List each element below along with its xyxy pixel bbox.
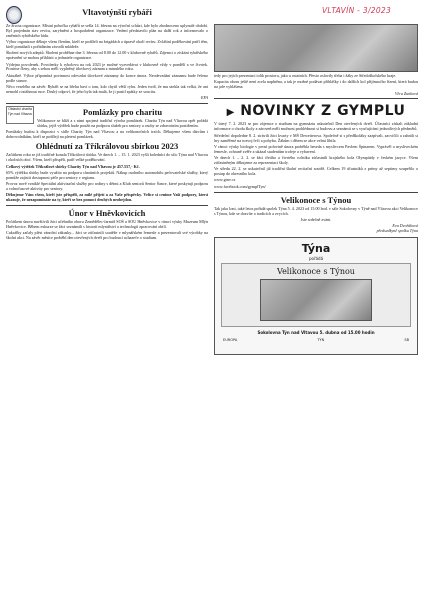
handwritten-issue-note: VLTAVÍN - 3/2023: [322, 6, 392, 15]
unor-paragraph: Cukrářky začaly plést vánoční zákusky... žáci se zúčastnili soutěže v mlynářském řemesle a prezentovali své výrobky na školní akci. Na závěr měsíce proběhl den otevřených dveří pro budoucí uchazeče o studium.: [6, 230, 208, 241]
novinky-paragraph: V rámci výuky biologie v první polovině února proběhla beseda s myslivcem Pavlem Špinarem. Vyprávěl o mysliveckém řemesle, ochraně zvěře a ukázal studentům trofeje a vybavení.: [214, 143, 418, 154]
rybari-paragraph: Aktuálně. Výbor připomíná povinnost odevzdat úlovkové záznamy do konce února. Neodevzdání záznamu bude řešeno podle stanov.: [6, 72, 208, 83]
novinky-web-link[interactable]: www.gtnv.cz: [214, 177, 236, 183]
tv-paragraph: tedy pro jejich prezentaci tolik prostoru, jako u ostatních. Přesto oslovily třeba i žáky ze Středoškolského kraje.: [214, 73, 397, 78]
ohlednuti-paragraph: Provoz nově vzniklé Speciální aktivizační služby pro rodiny s dětmi a Klub seniorů Senior Šance, které poskytují podporu a volnočasové aktivity pro seniory.: [6, 181, 208, 192]
section-divider: [214, 192, 418, 193]
novinky-paragraph: Ve dnech 1. – 2. 2. se žáci třetího a čtvrtého ročníku zúčastnili krajského kola Olympiády v českém jazyce. Všem zúčastněným děkujeme za reprezentaci školy.: [214, 155, 418, 165]
section-divider: [6, 205, 208, 206]
unor-title: Únor v Hněvkovicích: [68, 208, 146, 219]
poster-banner-text: Velikonoce s Týnou: [277, 266, 355, 276]
ohlednuti-title: Ohlédnutí za Tříkrálovou sbírkou 2023: [35, 141, 179, 152]
poster-logo: SB: [404, 337, 409, 342]
pomlazky-paragraph: Velikonoce se blíží a s nimi spojená tradiční výroba pomlázek. Charita Týn nad Vltavou opět pořádá sbírku, jejíž výtěžek bude použit na podporu služeb pro seniory a osoby se zdravotním postižením.: [37, 118, 208, 128]
velikonoce-title: Velikonoce s Týnou: [280, 194, 352, 205]
poster-logo: TÝN: [317, 337, 325, 342]
megaphone-icon: ▶: [226, 107, 235, 119]
section-divider: [6, 103, 208, 104]
velikonoce-invite: Jste srdečně zváni.: [300, 216, 332, 222]
ohlednuti-thanks: Děkujeme Vám všem, kteří jste přispěli, za milé přijetí a za Vaše příspěvky. Velice si ceníme Vaší podpory, která ukazuje, že nezapomínáte na ty, kteří se bez pomoci druhých neobejdou.: [6, 192, 208, 203]
novinky-facebook-link[interactable]: www.facebook.com/gymplTyn/: [214, 183, 266, 189]
tv-paragraph: Kapacita oboru ještě není zcela naplněna, a tak je možné podávat přihlášky i do dalších kol přijímacího řízení, která budou na jaře vyhlášena.: [214, 79, 418, 90]
velikonoce-poster: [214, 237, 418, 355]
rybari-paragraph: Školení nových adeptů. Školení proběhne dne 3. března od 8.00 do 12.00 v klubovně rybářů. Zájemci o získání rybářského oprávnění se mohou přihlásit u jednatele organizace.: [6, 50, 208, 61]
ohlednuti-total: Celkový výtěžek Tříkrálové sbírky Charity Týn nad Vltavou je 457.557,- Kč.: [6, 163, 140, 169]
header-spacer: [214, 6, 418, 24]
novinky-paragraph: V úterý 7. 2. 2023 se pro zájemce o studium na gymnáziu uskutečnil Den otevřených dveří. Účastníci získali základní informace o chodu školy a zároveň měli možnost prohlédnout si budovu a seznámit se s vyučujícími jednotlivých předmětů.: [214, 121, 418, 132]
pomlazky-paragraph: Pomlázky budou k dispozici v sídle Charity Týn nad Vltavou a na velikonočních trzích. Děkujeme všem dárcům i dobrovolníkům, kteří se podílejí na pletení pomlázek.: [6, 129, 208, 140]
ohlednuti-paragraph: Začátkem roku se již tradičně konala Tříkrálová sbírka. Ve dnech 1. – 15. 1. 2023 vyšli koledníci do ulic Týna nad Vltavou i okolních obcí. Všem, kteří přispěli, patří velké poděkování.: [6, 152, 208, 163]
ohlednuti-paragraph: 65% výtěžku sbírky bude využito na podporu charitních projektů. Nákup osobního automobilu pečovatelské služby, který pomůže zajistit dostupnost péče pro seniory v regionu.: [6, 169, 208, 180]
poster-logos: [223, 338, 409, 342]
velikonoce-signature-role: předsedkyně spolku Týna: [376, 228, 418, 234]
tv-signature: Věra Zunková: [394, 90, 418, 96]
poster-footer: Sokolovna Týn nad Vltavou 5. dubna od 15.00 hodin: [257, 329, 375, 335]
right-column: [214, 6, 418, 355]
rybari-title: Vltavotýnští rybáři: [82, 7, 152, 17]
students-photo: [214, 24, 418, 72]
poster-logo: EUROPA: [223, 337, 238, 342]
left-column: [6, 6, 208, 243]
pomlazky-header: [6, 106, 208, 130]
rybari-paragraph: Něco veselého na závěr. Rybáři se na břehu baví o tom, kdo chytil větší rybu. Jeden tvrdí, že mu utekla tak velká, že ani nemohl roztáhnout ruce. Druhý odpoví, že jeho byla tak malá, že ji pustil zpátky ze soucitu.: [6, 83, 208, 94]
rybari-header: [6, 6, 208, 24]
rybari-signature: EFA: [201, 95, 208, 101]
unor-paragraph: Počátkem února navštívili žáci učebního oboru Zemědělec-farmář SOŠ a SOU Hněvkovice v rámci výuky Muzeum Mlýn Hněvkovice. Během exkurze se žáci seznámili s historií mlynářství a technologií zpracování obilí.: [6, 219, 208, 230]
poster-subtitle: pořádá: [308, 255, 324, 261]
poster-title: Týna: [301, 241, 331, 255]
rybari-paragraph: Výbor organizace děkuje všem členům, kteří se podíleli na brigádách a úpravě okolí revíru. Zvláštní poděkování patří těm, kteří pomáhali s pořádáním závodů mládeže.: [6, 39, 208, 50]
novinky-paragraph: Ve středu 22. 2. se uskutečnil již tradiční školní recitační soutěž. Celkem 19 účastníků z prímy až septimy soupeřilo o postup do okresního kola.: [214, 166, 418, 177]
fishing-club-logo-icon: [6, 6, 22, 24]
pomlazky-title: Pomlázky pro charitu: [82, 107, 163, 118]
velikonoce-paragraph: Tak jako loni, také letos pořádá spolek Týna 5. 4. 2023 od 15.00 hod. v sále Sokolovny v Týně nad Vltavou akci Velikonoce s Týnou, kde se dozvíte o tradicích a zvycích.: [214, 205, 418, 216]
rybari-paragraph: Ze života organizace. Místní pobočka rybářů se sešla 14. března na výroční schůzi, kde bylo zhodnoceno uplynulé období. Byl projednán stav revíru, zarybnění a hospodaření organizace. Vedení představilo plán na další rok a informovalo o změnách rybářského řádu.: [6, 23, 208, 38]
section-divider: [214, 98, 418, 99]
poster-banner: [221, 263, 411, 327]
novinky-paragraph: Středeční dopoledne 8. 2. strávili žáci kvarty v MŠ Dewetterova. Společně si s předškoláky zazpívali, zacvičili a zahráli si hry zaměřené na rozvoj řeči a pohybu. Žákům i dětem se akce velmi líbila.: [214, 132, 418, 143]
poster-photo: [260, 279, 372, 321]
rybari-paragraph: Výdejna povolenek. Povolenky k rybolovu na rok 2023 je možné vyzvedávat v klubovně vždy v pondělí a ve čtvrtek. Prosíme členy, aby s sebou měli vyplněný úlovkový záznam z minulého roku.: [6, 61, 208, 72]
novinky-title: ▶ NOVINKY Z GYMPLU: [226, 103, 406, 120]
velikonoce-signature-name: Eva Dvořáková: [392, 223, 418, 229]
charita-logo: Oblastní charita Týn nad Vltavou: [6, 106, 34, 124]
